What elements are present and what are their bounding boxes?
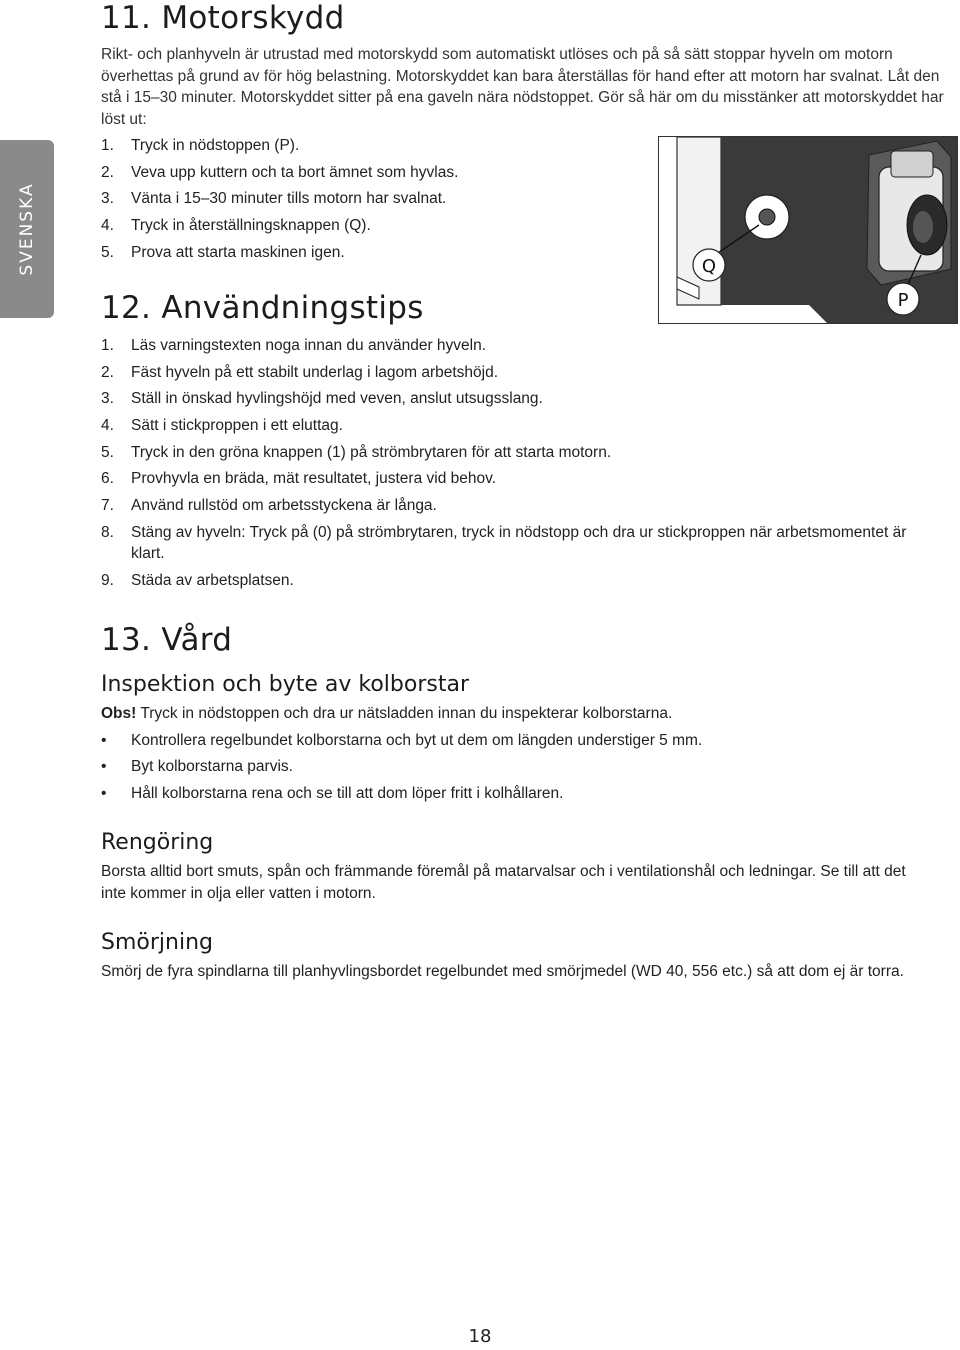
- step-number: 7.: [101, 497, 114, 515]
- bullet-text: Håll kolborstarna rena och se till att dom löper fritt i kolhållaren.: [131, 784, 564, 802]
- step-text: Läs varningstexten noga innan du använder hyveln.: [131, 337, 487, 354]
- inspection-heading: Inspektion och byte av kolborstar: [101, 672, 470, 697]
- bullet-icon: •: [101, 758, 107, 775]
- step-text: Prova att starta maskinen igen.: [131, 243, 345, 261]
- inspection-bullets: [101, 730, 931, 805]
- subsection-lubrication: [101, 930, 931, 983]
- step-number: 5.: [101, 243, 114, 261]
- step-number: 2.: [101, 163, 114, 181]
- switch-top: [891, 151, 933, 177]
- list-item: [101, 442, 931, 464]
- bullet-text: Kontrollera regelbundet kolborstarna och byt ut dem om längden understiger 5 mm.: [131, 731, 703, 749]
- step-number: 9.: [101, 572, 114, 589]
- list-item: [101, 188, 641, 210]
- step-text: Använd rullstöd om arbetsstyckena är långa.: [131, 497, 437, 515]
- callout-q-label: Q: [701, 256, 717, 277]
- section-anvandningstips: [101, 290, 931, 597]
- section-11-title: 11. Motorskydd: [101, 0, 345, 36]
- step-text: Ställ in önskad hyvlingshöjd med veven, anslut utsugsslang.: [131, 390, 543, 408]
- section-12-steps: [101, 335, 931, 592]
- step-text: Sätt i stickproppen i ett eluttag.: [131, 417, 343, 435]
- callout-p-label: P: [897, 290, 909, 311]
- step-number: 1.: [101, 337, 114, 354]
- list-item: [101, 495, 931, 517]
- step-text: Veva upp kuttern och ta bort ämnet som hyvlas.: [131, 163, 459, 181]
- list-item: [101, 468, 931, 490]
- step-number: 2.: [101, 363, 114, 381]
- list-item: [101, 215, 641, 237]
- emergency-stop-knob: [913, 211, 933, 243]
- step-number: 3.: [101, 390, 114, 408]
- step-number: 3.: [101, 190, 114, 208]
- step-text: Stäng av hyveln: Tryck på (0) på strömbrytaren, tryck in nödstopp och dra ur stickproppen när arbetsmomentet är klart.: [131, 523, 907, 563]
- step-number: 5.: [101, 443, 114, 461]
- step-number: 6.: [101, 470, 114, 488]
- inspection-note: [101, 703, 931, 725]
- step-text: Tryck in återställningsknappen (Q).: [131, 217, 371, 235]
- step-text: Fäst hyveln på ett stabilt underlag i lagom arbetshöjd.: [131, 363, 499, 381]
- step-number: 4.: [101, 217, 114, 235]
- subsection-cleaning: [101, 830, 931, 904]
- step-number: 8.: [101, 523, 114, 541]
- list-item: [101, 362, 931, 384]
- list-item: [101, 415, 931, 437]
- bullet-icon: •: [101, 731, 107, 749]
- list-item: [101, 730, 931, 752]
- obs-text: Tryck in nödstoppen och dra ur nätsladden innan du inspekterar kolborstarna.: [136, 705, 673, 722]
- step-text: Vänta i 15–30 minuter tills motorn har svalnat.: [131, 190, 447, 208]
- list-item: [101, 756, 931, 778]
- section-12-title: 12. Användningstips: [101, 290, 424, 326]
- list-item: [101, 783, 931, 805]
- language-side-tab: [0, 140, 54, 318]
- step-text: Tryck in nödstoppen (P).: [131, 137, 300, 154]
- step-text: Städa av arbetsplatsen.: [131, 572, 294, 589]
- step-text: Tryck in den gröna knappen (1) på strömbrytaren för att starta motorn.: [131, 443, 612, 461]
- list-item: [101, 522, 931, 565]
- section-11-steps: [101, 135, 641, 263]
- list-item: [101, 388, 931, 410]
- list-item: [101, 242, 641, 264]
- step-number: 1.: [101, 137, 114, 154]
- cleaning-heading: Rengöring: [101, 830, 214, 855]
- machine-drawing: [659, 137, 958, 324]
- reset-button: [759, 209, 775, 225]
- language-label: SVENSKA: [17, 182, 37, 276]
- section-vard: [101, 622, 931, 983]
- bullet-text: Byt kolborstarna parvis.: [131, 758, 293, 775]
- list-item: [101, 335, 931, 357]
- list-item: [101, 162, 641, 184]
- step-text: Provhyvla en bräda, mät resultatet, justera vid behov.: [131, 470, 497, 488]
- list-item: [101, 570, 931, 592]
- bullet-icon: •: [101, 784, 107, 802]
- page-number: 18: [468, 1326, 492, 1347]
- step-number: 4.: [101, 417, 114, 435]
- section-11-intro: Rikt- och planhyveln är utrustad med motorskydd som automatiskt utlöses och på så sätt stoppar hyveln om motorn överhettas på grund av för hög belastning. Motorskyddet kan bara återställas för hand efter att motorn har svalnat. Låt den stå i 15–30 minuter. Motorskyddet sitter på ena gaveln nära nödstoppet. Gör så här om du misstänker att motorskyddet har löst ut:: [101, 46, 944, 128]
- cleaning-text: Borsta alltid bort smuts, spån och främmande föremål på matarvalsar och i ventilationshål och ledningar. Se till att det inte kommer in olja eller vatten i motorn.: [101, 863, 906, 902]
- list-item: [101, 135, 641, 157]
- obs-label: Obs!: [101, 705, 137, 722]
- lubrication-text: Smörj de fyra spindlarna till planhyvlingsbordet regelbundet med smörjmedel (WD 40, 556 etc.) så att dom ej är torra.: [101, 963, 904, 980]
- motor-protection-illustration: [658, 136, 958, 324]
- section-13-title: 13. Vård: [101, 622, 233, 658]
- subsection-inspection: [101, 672, 931, 804]
- lubrication-heading: Smörjning: [101, 930, 213, 955]
